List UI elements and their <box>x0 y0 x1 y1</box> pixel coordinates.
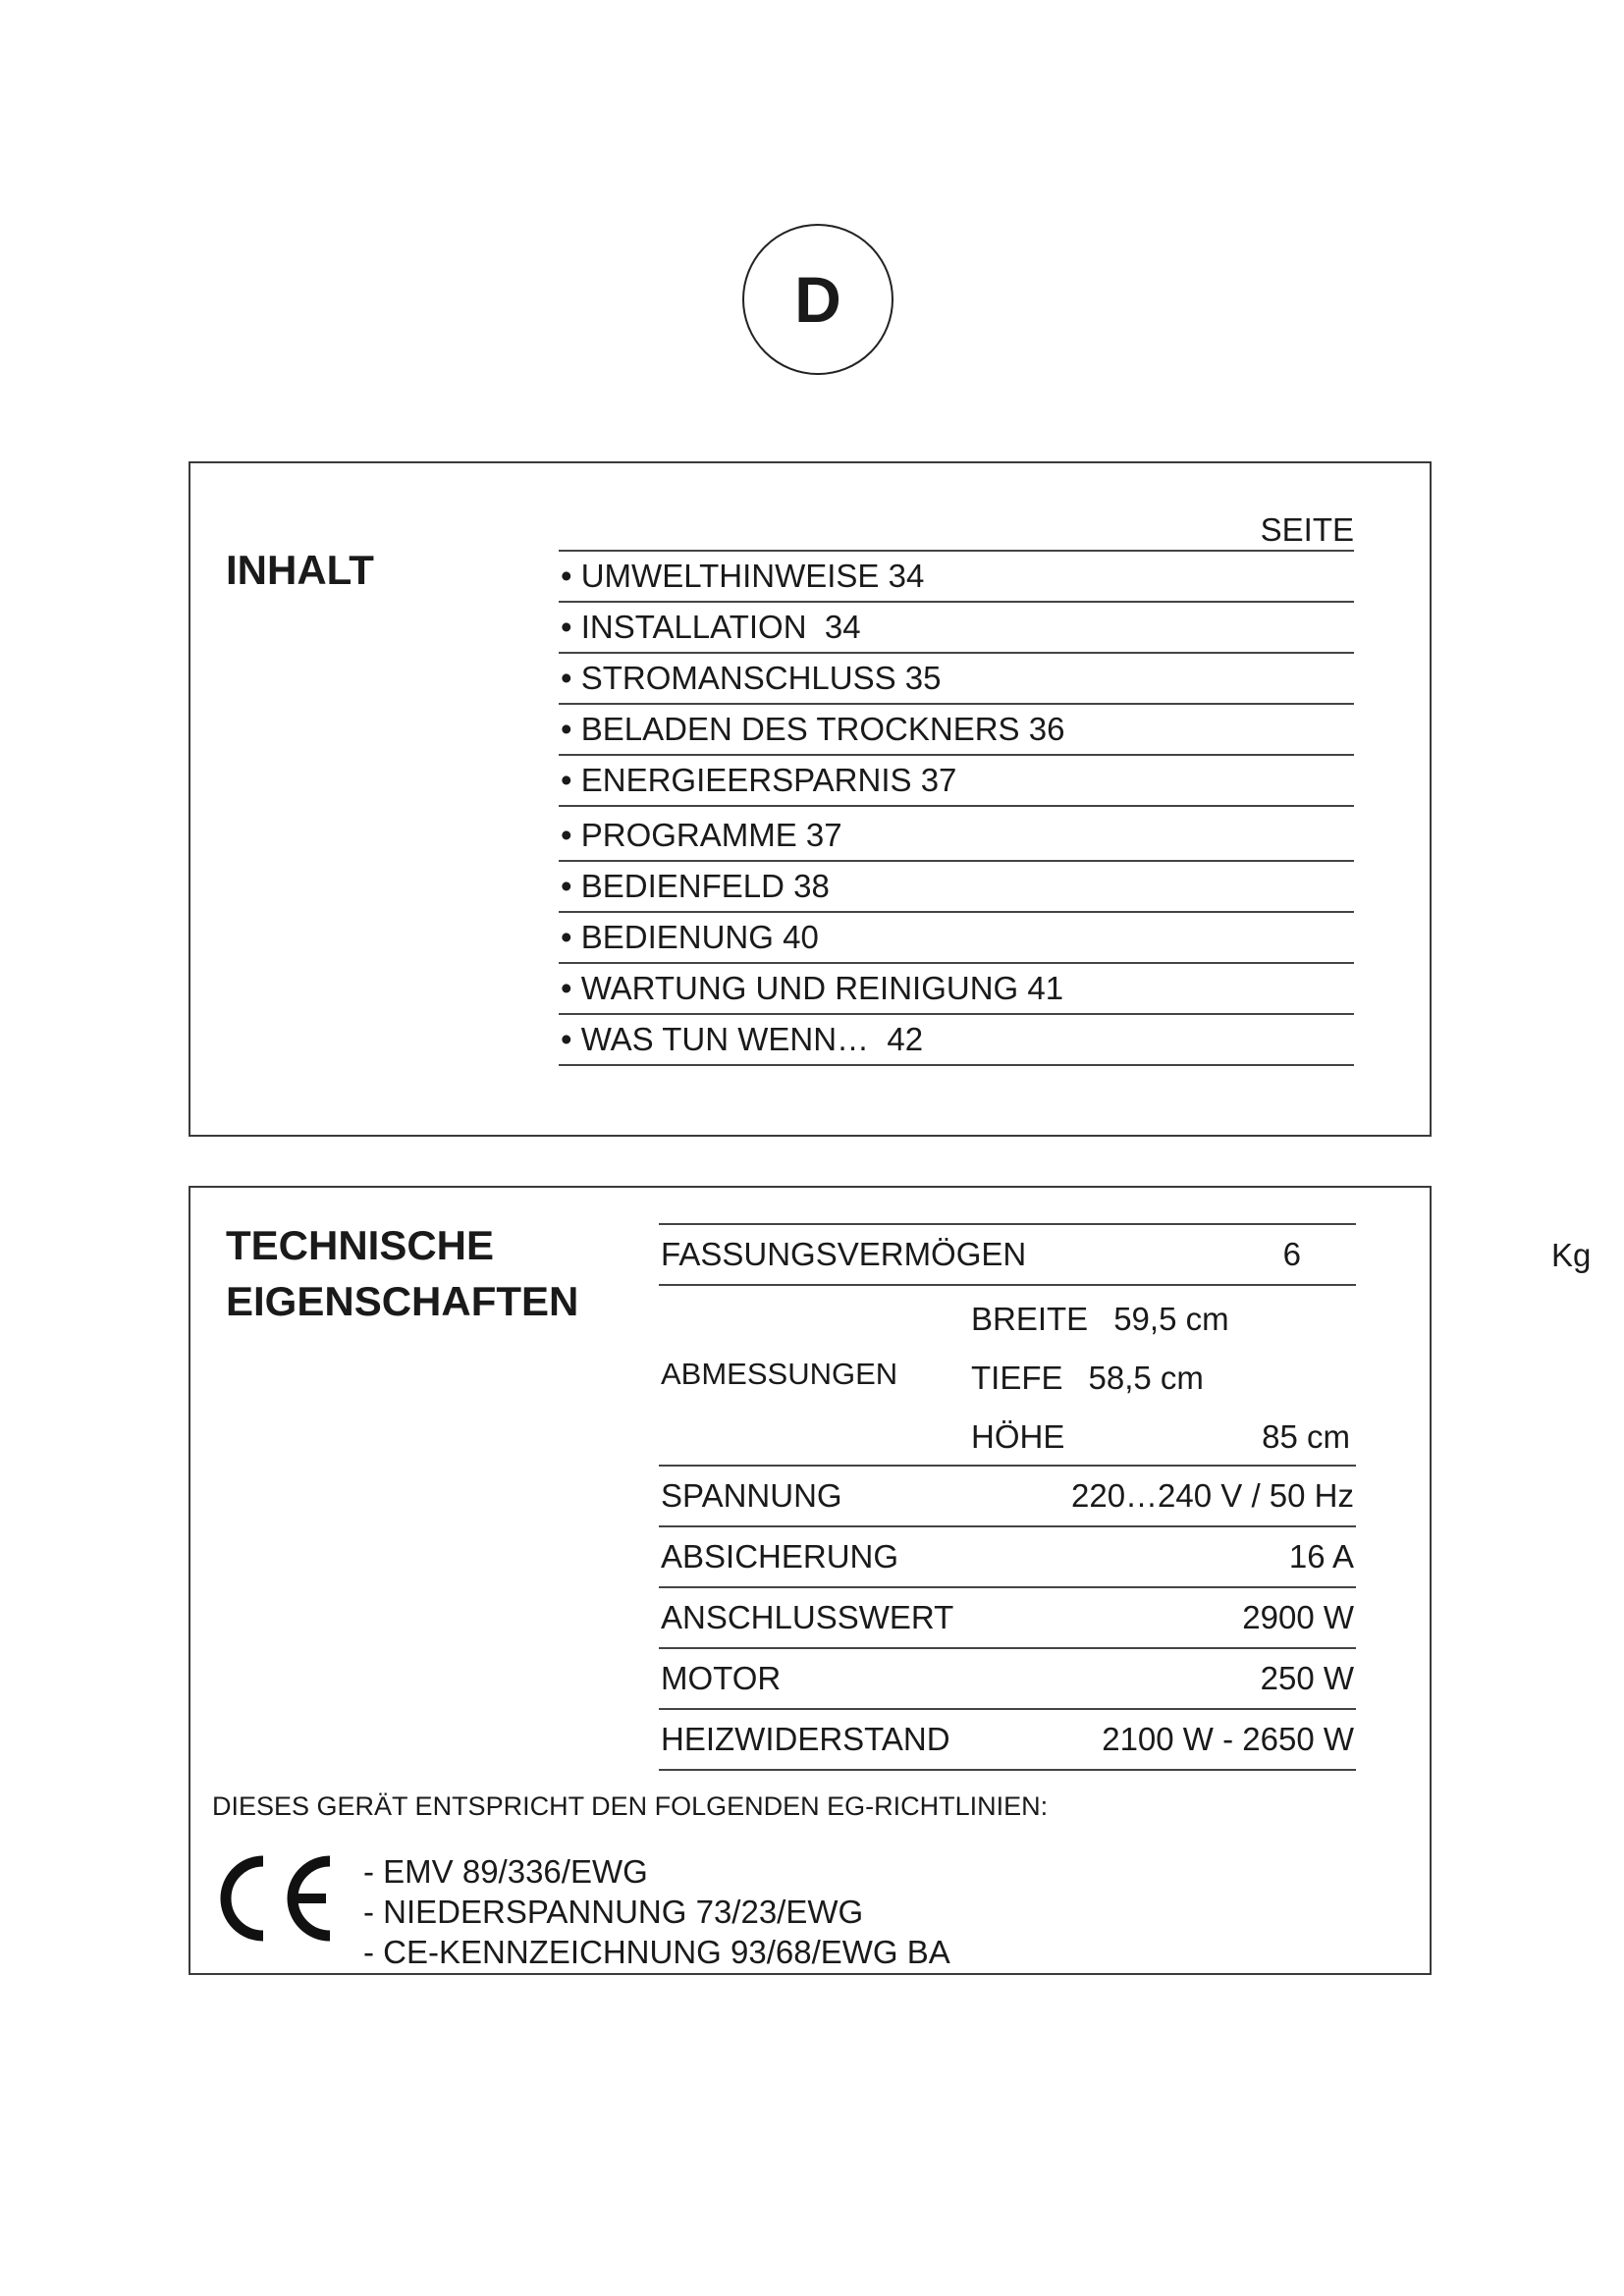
spec-row-power <box>659 1588 1356 1649</box>
spec-row-fuse <box>659 1527 1356 1588</box>
contents-list <box>559 550 1354 1066</box>
capacity-unit: Kg <box>1551 1237 1592 1273</box>
height-label: HÖHE <box>971 1418 1065 1455</box>
depth-value: 58,5 cm <box>1088 1360 1204 1396</box>
dimensions-label: ABMESSUNGEN <box>661 1357 898 1391</box>
language-badge: D <box>742 224 893 375</box>
spec-row-voltage <box>659 1467 1356 1527</box>
toc-item[interactable]: • PROGRAMME 37 <box>559 811 1354 862</box>
contents-title: INHALT <box>226 547 374 593</box>
conformity-statement: DIESES GERÄT ENTSPRICHT DEN FOLGENDEN EG-RICHTLINIEN: <box>212 1791 1049 1821</box>
directive-item: - CE-KENNZEICHNUNG 93/68/EWG BA <box>363 1934 950 1970</box>
directive-item: - NIEDERSPANNUNG 73/23/EWG <box>363 1894 864 1930</box>
width-label: BREITE <box>971 1301 1089 1337</box>
dimension-height <box>971 1408 1352 1467</box>
fuse-value: 16 A <box>1288 1538 1354 1575</box>
power-value: 2900 W <box>1242 1599 1354 1635</box>
spec-table <box>659 1223 1356 1771</box>
power-label: ANSCHLUSSWERT <box>661 1599 954 1635</box>
technical-specs-title-line1: TECHNISCHE <box>226 1222 495 1268</box>
height-value: 85 cm <box>1262 1418 1350 1455</box>
toc-item[interactable]: • STROMANSCHLUSS 35 <box>559 654 1354 705</box>
contents-section <box>189 461 1432 1137</box>
ce-mark-icon <box>212 1847 340 1949</box>
spec-row-dimensions <box>659 1286 1356 1467</box>
depth-label: TIEFE <box>971 1360 1063 1396</box>
width-value: 59,5 cm <box>1113 1301 1229 1337</box>
spec-row-motor <box>659 1649 1356 1710</box>
toc-item[interactable]: • BEDIENFELD 38 <box>559 862 1354 913</box>
toc-item[interactable]: • INSTALLATION 34 <box>559 603 1354 654</box>
heater-value: 2100 W - 2650 W <box>1102 1721 1354 1757</box>
directives-list <box>363 1851 950 1972</box>
technical-specs-title-line2: EIGENSCHAFTEN <box>226 1278 579 1324</box>
capacity-label: FASSUNGSVERMÖGEN <box>661 1236 1027 1272</box>
toc-item[interactable]: • UMWELTHINWEISE 34 <box>559 552 1354 603</box>
spec-row-heater <box>659 1710 1356 1771</box>
motor-value: 250 W <box>1260 1660 1354 1696</box>
page-column-header: SEITE <box>1260 511 1354 548</box>
toc-item[interactable]: • BEDIENUNG 40 <box>559 913 1354 964</box>
spec-row-capacity <box>659 1225 1356 1286</box>
toc-item[interactable]: • WAS TUN WENN… 42 <box>559 1015 1354 1066</box>
toc-item[interactable]: • BELADEN DES TROCKNERS 36 <box>559 705 1354 756</box>
technical-specs-section <box>189 1186 1432 1975</box>
voltage-value: 220…240 V / 50 Hz <box>1070 1477 1354 1514</box>
dimension-depth <box>971 1349 1352 1408</box>
directive-item: - EMV 89/336/EWG <box>363 1853 648 1890</box>
capacity-value: 6 <box>1282 1236 1301 1272</box>
toc-item[interactable]: • ENERGIEERSPARNIS 37 <box>559 756 1354 807</box>
dimension-width <box>971 1290 1352 1349</box>
voltage-label: SPANNUNG <box>661 1477 842 1514</box>
toc-item[interactable]: • WARTUNG UND REINIGUNG 41 <box>559 964 1354 1015</box>
fuse-label: ABSICHERUNG <box>661 1538 899 1575</box>
technical-specs-title <box>226 1217 578 1329</box>
heater-label: HEIZWIDERSTAND <box>661 1721 950 1757</box>
motor-label: MOTOR <box>661 1660 782 1696</box>
